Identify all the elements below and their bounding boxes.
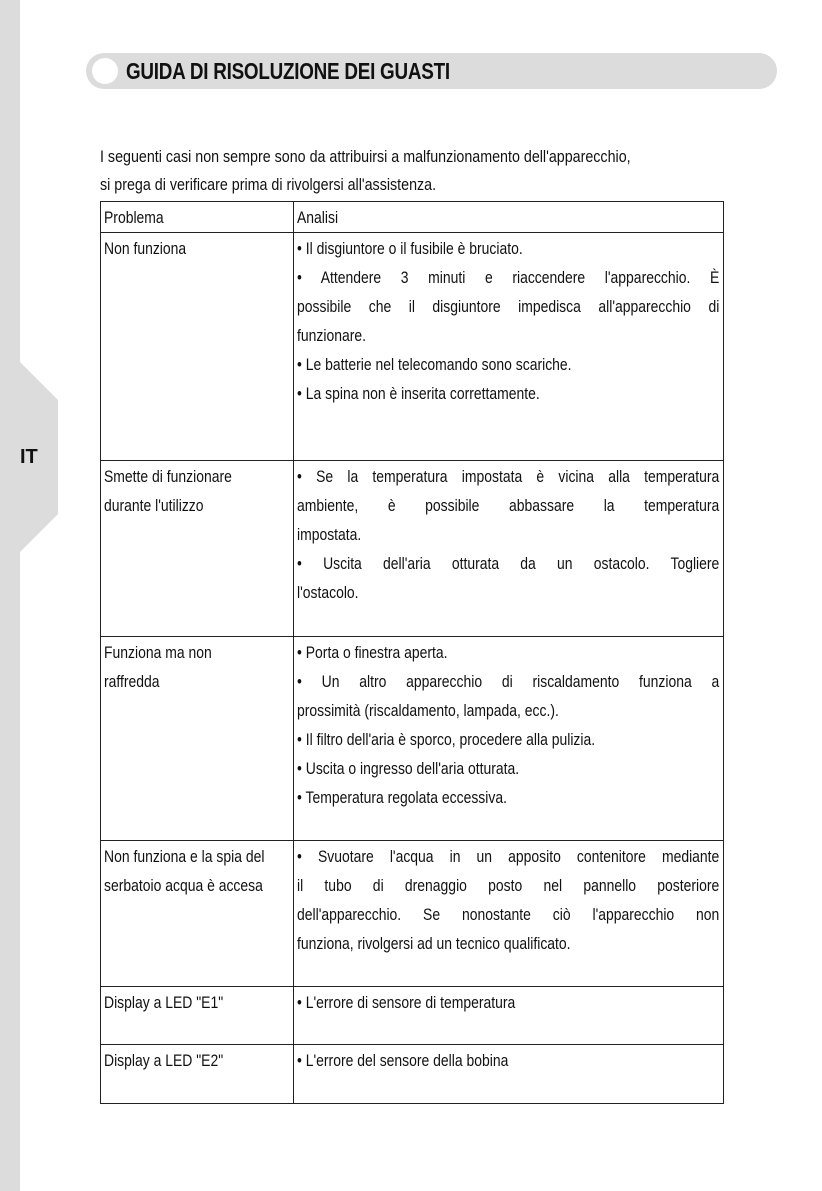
title-bullet-icon [92,58,118,84]
header-analysis: Analisi [297,208,339,227]
problem-text: Non funziona [104,239,187,258]
table-row [101,637,724,841]
problem-text: durante l'utilizzo [104,496,204,515]
analysis-line: • L'errore del sensore della bobina [297,1051,509,1070]
analysis-line: l'ostacolo. [297,583,359,602]
table-row [101,461,724,637]
analysis-line: • Uscita dell'aria otturata da un ostacolo. Togliere [297,554,720,573]
analysis-line: il tubo di drenaggio posto nel pannello posteriore [297,876,720,895]
analysis-line: • Porta o finestra aperta. [297,643,448,662]
analysis-line: • Uscita o ingresso dell'aria otturata. [297,759,520,778]
analysis-line: funziona, rivolgersi ad un tecnico qualificato. [297,934,571,953]
analysis-line: • Un altro apparecchio di riscaldamento funziona a [297,672,720,691]
analysis-line: prossimità (riscaldamento, lampada, ecc.). [297,701,559,720]
analysis-line: • Temperatura regolata eccessiva. [297,788,507,807]
table-row [101,233,724,461]
analysis-line: • L'errore di sensore di temperatura [297,993,516,1012]
header-problem: Problema [104,208,164,227]
intro-line: I seguenti casi non sempre sono da attribuirsi a malfunzionamento dell'apparecchio, [100,147,631,166]
table-row [101,987,724,1045]
page-title: GUIDA DI RISOLUZIONE DEI GUASTI [126,58,450,84]
language-label: IT [20,446,38,468]
problem-text: Display a LED "E1" [104,993,224,1012]
analysis-line: • Svuotare l'acqua in un apposito contenitore mediante [297,847,720,866]
intro-line: si prega di verificare prima di rivolgersi all'assistenza. [100,175,437,194]
problem-text: raffredda [104,672,160,691]
table-header-row [101,202,724,233]
table-row [101,841,724,987]
problem-text: Funziona ma non [104,643,212,662]
analysis-line: possibile che il disgiuntore impedisca all'apparecchio di [297,297,720,316]
problem-text: serbatoio acqua è accesa [104,876,263,895]
problem-text: Smette di funzionare [104,467,232,486]
analysis-line: • Se la temperatura impostata è vicina alla temperatura [297,467,720,486]
analysis-line: • La spina non è inserita correttamente. [297,384,540,403]
analysis-line: funzionare. [297,326,366,345]
problem-text: Non funziona e la spia del [104,847,265,866]
analysis-line: dell'apparecchio. Se nonostante ciò l'apparecchio non [297,905,720,924]
analysis-line: • Attendere 3 minuti e riaccendere l'apparecchio. È [297,268,720,287]
section-title-bar [86,53,777,89]
analysis-line: impostata. [297,525,362,544]
analysis-line: • Il filtro dell'aria è sporco, procedere alla pulizia. [297,730,596,749]
analysis-line: ambiente, è possibile abbassare la temperatura [297,496,720,515]
analysis-line: • Le batterie nel telecomando sono scariche. [297,355,572,374]
intro-paragraph [100,143,725,199]
table-row [101,1045,724,1104]
troubleshooting-table [100,201,724,1104]
problem-text: Display a LED "E2" [104,1051,224,1070]
side-strip [0,0,20,1191]
analysis-line: • Il disgiuntore o il fusibile è bruciato. [297,239,523,258]
